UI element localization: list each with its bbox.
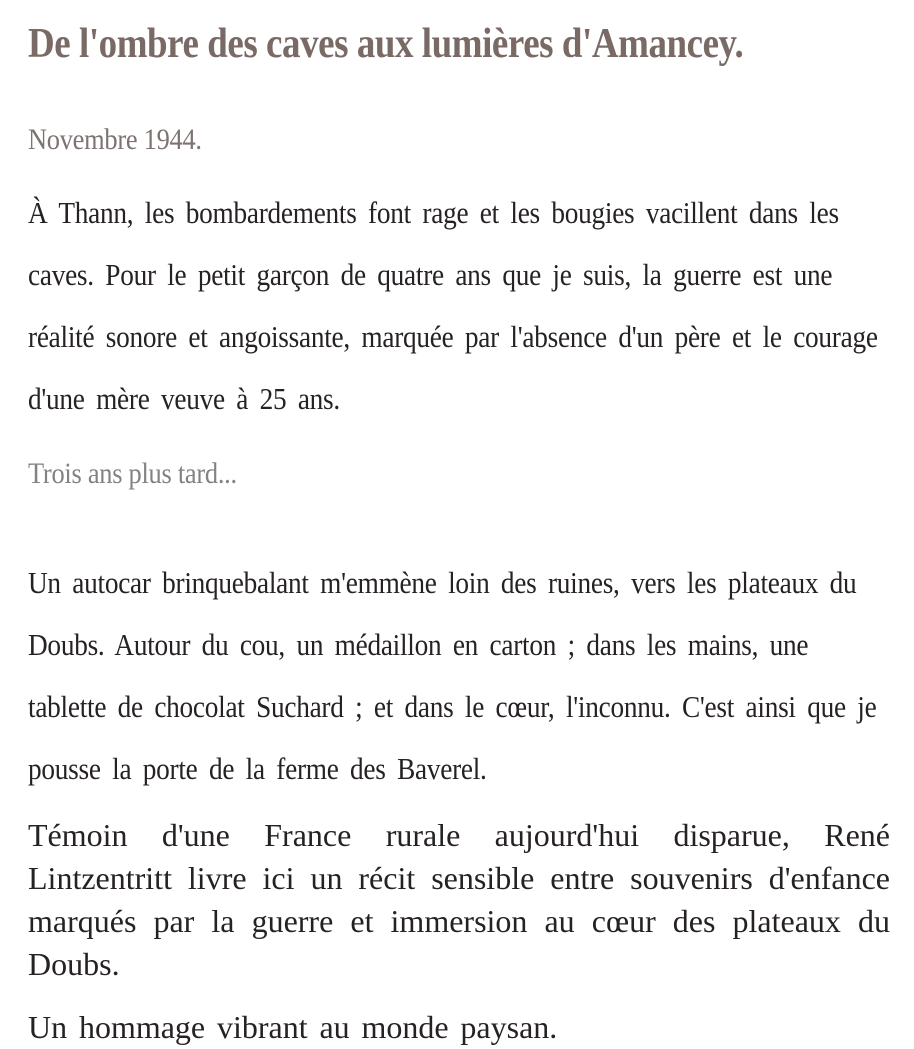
section-trois-ans-plus-tard: [28, 456, 890, 800]
section-novembre-1944: [28, 122, 890, 430]
closing-section: [28, 814, 890, 1049]
closing-tagline: Un hommage vibrant au monde paysan.: [28, 1009, 558, 1045]
section-heading-novembre-1944: Novembre 1944.: [28, 123, 202, 156]
narrative-paragraph-autocar: Un autocar brinquebalant m'emmène loin des ruines, vers les plateaux du Doubs. Autour du cou, un médaillon en carton ; dans les mains, une tablette de chocolat Suchard ; et dans le cœur, l'inconnu. C'est ainsi que je pousse la porte de la ferme des Baverel.: [28, 565, 877, 786]
section-heading-trois-ans-plus-tard: Trois ans plus tard...: [28, 457, 237, 490]
narrative-paragraph-thann: À Thann, les bombardements font rage et les bougies vacillent dans les caves. Pour le petit garçon de quatre ans que je suis, la guerre est une réalité sonore et angoissante, marquée par l'absence d'un père et le courage d'une mère veuve à 25 ans.: [28, 195, 878, 416]
closing-paragraph: Témoin d'une France rurale aujourd'hui disparue, René Lintzentritt livre ici un récit sensible entre souvenirs d'enfance marqués par la guerre et immersion au cœur des plateaux du Doubs.: [28, 817, 890, 982]
page-title: De l'ombre des caves aux lumières d'Amancey.: [28, 21, 744, 67]
